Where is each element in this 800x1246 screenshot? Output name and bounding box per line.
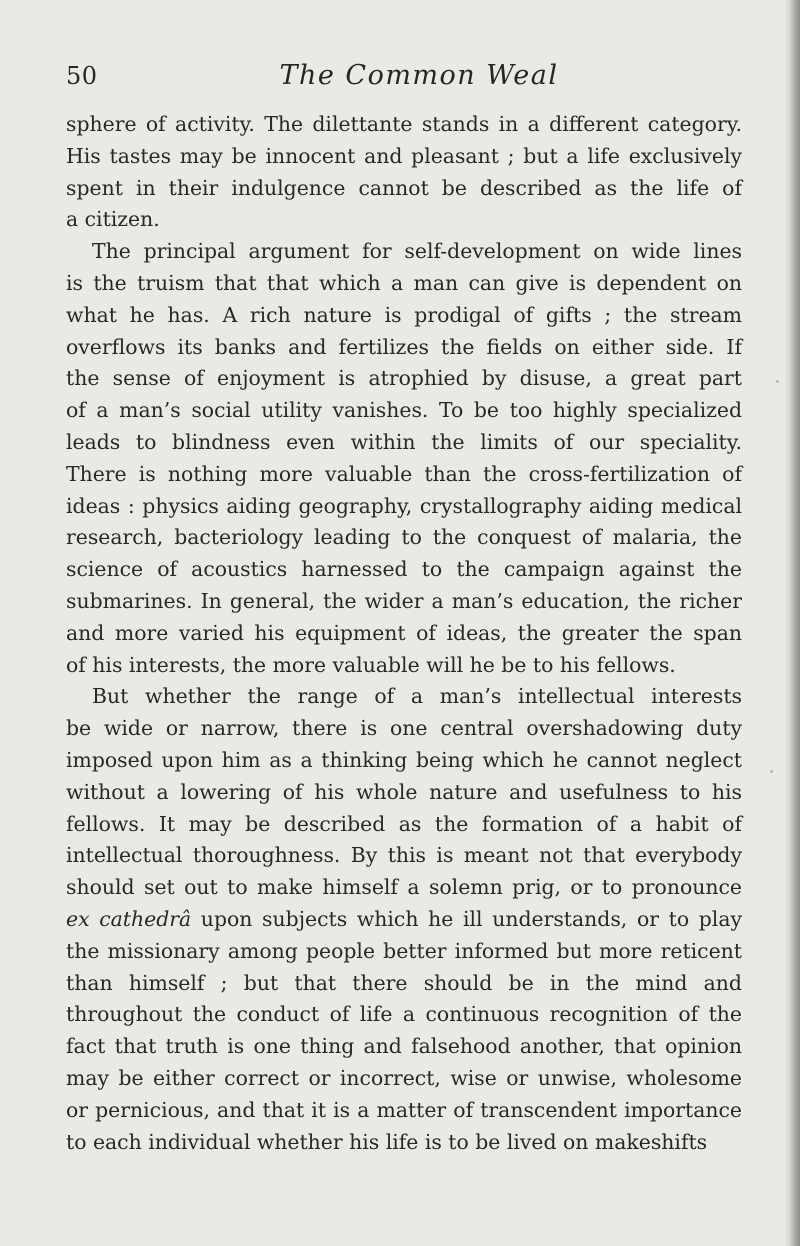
text-line: than himself ; but that there should be in the mind and: [66, 970, 742, 995]
text-line: There is nothing more valuable than the cross-fertilization of: [66, 461, 742, 486]
text-line: a citizen.: [66, 207, 160, 232]
text-line: is the truism that that which a man can give is dependent on: [66, 270, 742, 295]
text-line: or pernicious, and that it is a matter of transcendent importance: [66, 1097, 742, 1122]
text-line: of a man’s social utility vanishes. To be too highly specialized: [66, 398, 742, 423]
text-line: ideas : physics aiding geography, crystallography aiding medical: [66, 493, 742, 518]
text-line: fellows. It may be described as the formation of a habit of: [66, 811, 742, 836]
running-title: The Common Weal: [279, 60, 559, 91]
text-line: leads to blindness even within the limits of our speciality.: [66, 429, 742, 454]
text-line: His tastes may be innocent and pleasant ; but a life exclusively: [66, 143, 742, 168]
paper-smudge: [770, 770, 773, 773]
text-line: of his interests, the more valuable will he be to his fellows.: [66, 652, 676, 677]
text-line: to each individual whether his life is to be lived on makeshifts: [66, 1129, 708, 1154]
text-line: and more varied his equipment of ideas, the greater the span: [66, 620, 742, 645]
text-line: be wide or narrow, there is one central overshadowing duty: [66, 716, 742, 741]
paper-smudge: [776, 380, 779, 383]
text-line: The principal argument for self-development on wide lines: [92, 239, 742, 264]
text-line: the missionary among people better informed but more reticent: [66, 938, 742, 963]
paragraph: [66, 681, 742, 1158]
page-header: [66, 62, 742, 102]
text-line: sphere of activity. The dilettante stands in a different category.: [66, 112, 742, 136]
text-line: imposed upon him as a thinking being which he cannot neglect: [66, 747, 742, 772]
page-edge-shadow: [784, 0, 800, 1246]
body-text: [66, 109, 742, 1158]
text-line: may be either correct or incorrect, wise or unwise, wholesome: [66, 1065, 742, 1090]
text-line: fact that truth is one thing and falsehood another, that opinion: [66, 1034, 742, 1059]
text-line: But whether the range of a man’s intellectual interests: [92, 684, 742, 709]
text-line: science of acoustics harnessed to the campaign against the: [66, 557, 742, 582]
page-number: 50: [66, 62, 98, 90]
paragraph: [66, 236, 742, 681]
text-line: should set out to make himself a solemn prig, or to pronounce: [66, 875, 742, 900]
text-line: throughout the conduct of life a continuous recognition of the: [66, 1002, 742, 1027]
text-line: without a lowering of his whole nature and usefulness to his: [66, 779, 742, 804]
text-line: submarines. In general, the wider a man’s education, the richer: [66, 588, 742, 613]
italic-phrase: ex cathedrâ: [66, 906, 192, 931]
text-line: intellectual thoroughness. By this is meant not that everybody: [66, 843, 742, 868]
text-line: [66, 904, 742, 936]
text-line: research, bacteriology leading to the conquest of malaria, the: [66, 525, 742, 550]
paragraph: [66, 109, 742, 236]
text-line: overflows its banks and fertilizes the fields on either side. If: [66, 334, 742, 359]
text-line: what he has. A rich nature is prodigal of gifts ; the stream: [66, 302, 742, 327]
text-line: spent in their indulgence cannot be described as the life of: [66, 175, 742, 200]
text-line: the sense of enjoyment is atrophied by disuse, a great part: [66, 366, 742, 391]
text-run: upon subjects which he ill understands, or to play: [191, 906, 742, 931]
